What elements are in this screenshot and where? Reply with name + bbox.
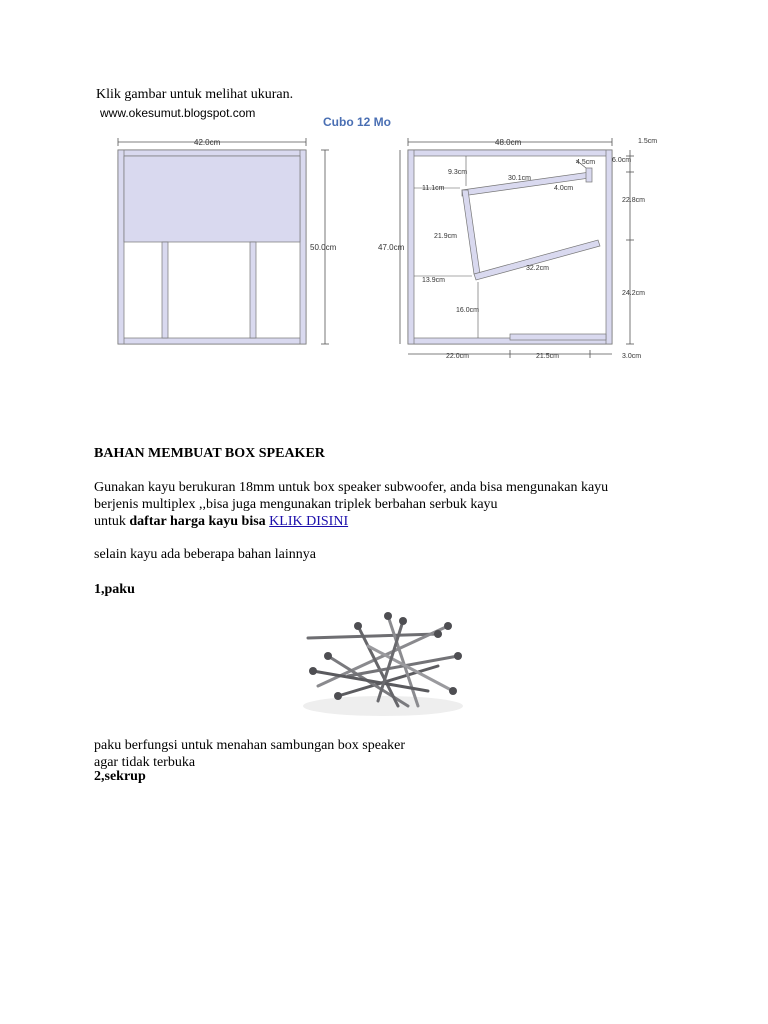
section-heading: BAHAN MEMBUAT BOX SPEAKER xyxy=(94,446,325,461)
diagram-title: Cubo 12 Mo xyxy=(323,115,391,129)
paragraph-line-1: Gunakan kayu berukuran 18mm untuk box speaker subwoofer, anda bisa mengunakan kayu xyxy=(94,480,609,495)
speaker-box-diagram xyxy=(90,110,670,370)
dim-16-0cm: 16.0cm xyxy=(456,307,479,314)
item-1-desc-line-2: agar tidak terbuka xyxy=(94,755,196,770)
dim-22-8cm: 22.8cm xyxy=(622,197,645,204)
item-1-desc-line-1: paku berfungsi untuk menahan sambungan box speaker xyxy=(94,738,406,753)
diagram-caption: Klik gambar untuk melihat ukuran. xyxy=(96,87,294,102)
dim-22-0cm: 22.0cm xyxy=(446,353,469,360)
dim-32-2cm: 32.2cm xyxy=(526,265,549,272)
other-materials-intro: selain kayu ada beberapa bahan lainnya xyxy=(94,547,316,562)
blog-url: www.okesumut.blogspot.com xyxy=(100,106,256,120)
paragraph-line-3-prefix: untuk xyxy=(94,514,130,529)
right-width-label: 48.0cm xyxy=(495,138,522,147)
dim-21-5cm: 21.5cm xyxy=(536,353,559,360)
price-list-bold: daftar harga kayu bisa xyxy=(129,514,266,529)
wood-paragraph xyxy=(94,479,704,530)
paragraph-line-3 xyxy=(94,513,704,530)
nails-image xyxy=(288,596,478,726)
dim-4-0cm: 4.0cm xyxy=(554,185,574,192)
dim-13-9cm: 13.9cm xyxy=(422,277,445,284)
dim-21-9cm: 21.9cm xyxy=(434,233,457,240)
dim-24-2cm: 24.2cm xyxy=(622,290,645,297)
dim-6-0cm: 6.0cm xyxy=(612,157,632,164)
dim-9-3cm: 9.3cm xyxy=(448,169,468,176)
item-2-title: 2,sekrup xyxy=(94,769,146,784)
left-height-label: 50.0cm xyxy=(310,243,337,252)
dim-11-1cm: 11.1cm xyxy=(422,185,445,192)
dim-3-0cm: 3.0cm xyxy=(622,353,642,360)
item-1-description xyxy=(94,737,405,771)
right-height-label: 47.0cm xyxy=(378,243,405,252)
klik-disini-link[interactable]: KLIK DISINI xyxy=(269,514,349,529)
item-1-title: 1,paku xyxy=(94,582,135,597)
dim-1-5cm: 1.5cm xyxy=(638,138,658,145)
front-view-box xyxy=(118,138,337,344)
dim-30-1cm: 30.1cm xyxy=(508,175,531,182)
side-view-box xyxy=(378,138,657,360)
dim-4-5cm: 4.5cm xyxy=(576,159,596,166)
left-width-label: 42.0cm xyxy=(194,138,221,147)
paragraph-line-2: berjenis multiplex ,,bisa juga mengunakan triplek berbahan serbuk kayu xyxy=(94,497,498,512)
